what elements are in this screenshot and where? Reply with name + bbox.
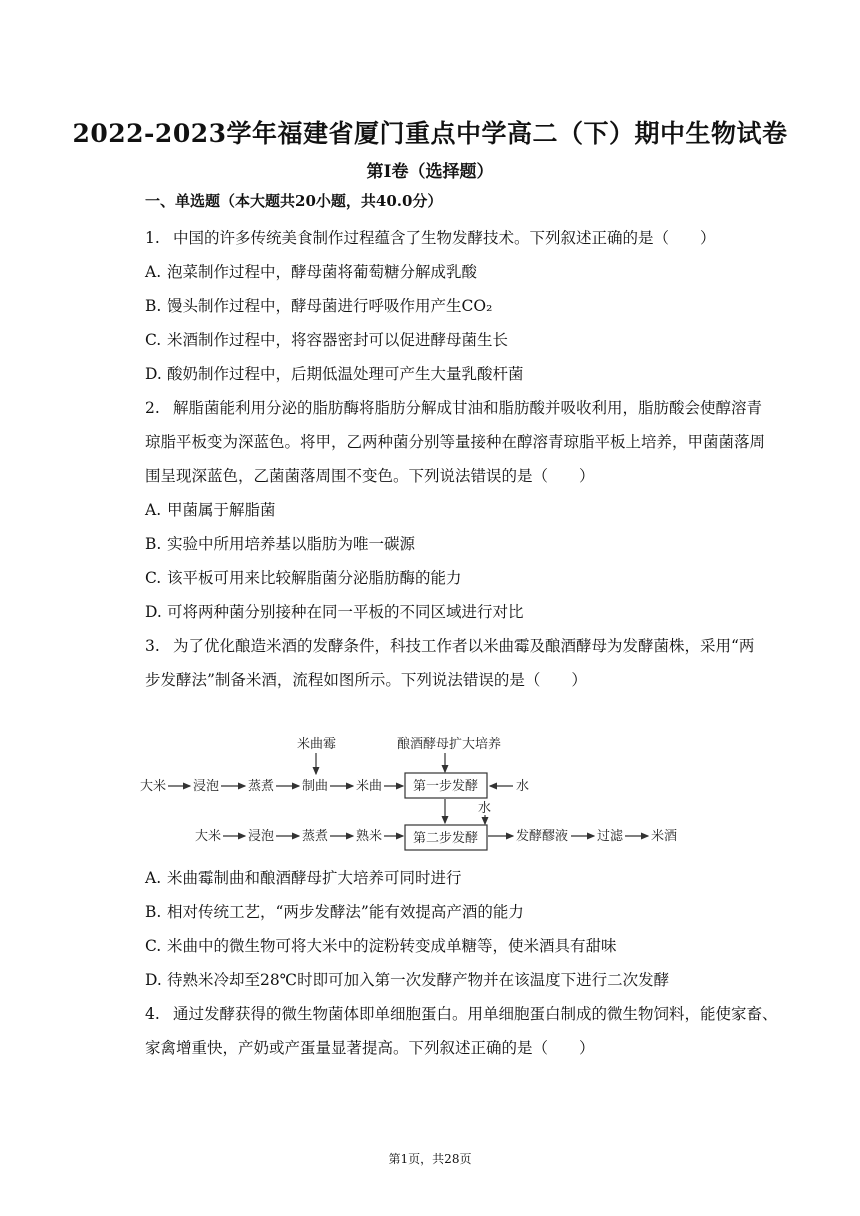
step1-label: 第一步发酵 [413,778,479,793]
question-2-option-b: B. 实验中所用培养基以脂肪为唯一碳源 [145,535,416,553]
row2-step-filter: 过滤 [597,828,624,843]
question-3-option-d: D. 待熟米冷却至28℃时即可加入第一次发酵产物并在该温度下进行二次发酵 [145,971,670,989]
row2-step-mash: 发酵醪液 [516,828,569,843]
row2-step-cooked-rice: 熟米 [356,828,383,843]
question-number: 3. [145,637,160,655]
question-4-stem-line-1: 4. 通过发酵获得的微生物菌体即单细胞蛋白。用单细胞蛋白制成的微生物饲料，能使家畜、 [145,1005,778,1023]
question-1-option-b: B. 馒头制作过程中，酵母菌进行呼吸作用产生CO₂ [145,297,493,315]
volume-subtitle: 第I卷（选择题） [366,162,494,182]
question-1-option-c: C. 米酒制作过程中，将容器密封可以促进酵母菌生长 [145,331,509,349]
question-2-option-a: A. 甲菌属于解脂菌 [145,501,276,519]
row1-step-steam: 蒸煮 [248,778,275,793]
question-number: 1. [145,229,160,247]
section-heading: 一、单选题（本大题共20小题，共40.0分） [145,192,443,210]
step2-label: 第二步发酵 [413,830,479,845]
question-3-option-b: B. 相对传统工艺，“两步发酵法”能有效提高产酒的能力 [145,903,524,921]
page-footer: 第1页，共28页 [388,1152,472,1166]
question-2-stem-line-2: 琼脂平板变为深蓝色。将甲，乙两种菌分别等量接种在醇溶青琼脂平板上培养，甲菌菌落周 [145,433,766,451]
row2-step-rice: 大米 [195,828,222,843]
question-3-option-c: C. 米曲中的微生物可将大米中的淀粉转变成单糖等，使米酒具有甜味 [145,937,617,955]
water-input-1: 水 [516,778,530,793]
question-1-option-a: A. 泡菜制作过程中，酵母菌将葡萄糖分解成乳酸 [145,263,478,281]
page-title: 2022-2023学年福建省厦门重点中学高二（下）期中生物试卷 [72,119,788,148]
mold-label: 米曲霉 [297,736,337,751]
question-1-stem: 1. 中国的许多传统美食制作过程蕴含了生物发酵技术。下列叙述正确的是（ ） [145,229,716,247]
question-2-stem-line-1: 2. 解脂菌能利用分泌的脂肪酶将脂肪分解成甘油和脂肪酸并吸收利用，脂肪酸会使醇溶青 [145,399,763,417]
row1-step-koji: 米曲 [356,778,383,793]
row1-step-rice: 大米 [140,778,167,793]
question-3-stem-line-1: 3. 为了优化酿造米酒的发酵条件，科技工作者以米曲霉及酿酒酵母为发酵菌株，采用“两 [145,637,755,655]
question-2-option-d: D. 可将两种菌分别接种在同一平板的不同区域进行对比 [145,603,524,621]
question-4-stem-line-2: 家禽增重快，产奶或产蛋量显著提高。下列叙述正确的是（ ） [145,1039,595,1057]
question-1-option-d: D. 酸奶制作过程中，后期低温处理可产生大量乳酸杆菌 [145,365,524,383]
row1-step-soak: 浸泡 [193,778,220,793]
question-3-option-a: A. 米曲霉制曲和酿酒酵母扩大培养可同时进行 [145,869,462,887]
question-2-stem-line-3: 围呈现深蓝色，乙菌菌落周围不变色。下列说法错误的是（ ） [145,467,595,485]
rice-wine-flow-diagram [135,728,695,858]
question-2-option-c: C. 该平板可用来比较解脂菌分泌脂肪酶的能力 [145,569,462,587]
row2-step-steam: 蒸煮 [302,828,329,843]
yeast-culture-label: 酿酒酵母扩大培养 [397,736,502,751]
water-input-2: 水 [478,800,492,815]
row1-step-koji-making: 制曲 [302,778,329,793]
row2-step-soak: 浸泡 [248,828,275,843]
question-number: 2. [145,399,160,417]
row2-step-rice-wine: 米酒 [651,828,678,843]
question-number: 4. [145,1005,160,1023]
question-3-stem-line-2: 步发酵法”制备米酒，流程如图所示。下列说法错误的是（ ） [145,671,587,689]
